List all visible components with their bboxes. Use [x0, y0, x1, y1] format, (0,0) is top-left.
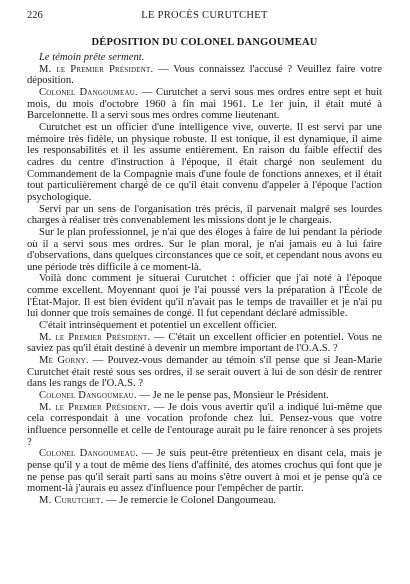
speaker-name: M. le Premier Président.: [39, 63, 154, 75]
paragraph: [27, 332, 382, 355]
paragraph: [27, 87, 382, 122]
speaker-name: M. Curutchet.: [39, 494, 104, 506]
paragraph-text: — Curutchet a servi sous mes ordres entre sept et huit mois, du mois d'octobre 1960 à fin mai 1961. Le 1er juin, il était muté à Barcelonnette. Il a servi sous mes ordres comme lieutenant.: [27, 86, 382, 122]
paragraph-text: Servi par un sens de l'organisation très précis, il parvenait malgré ses lourdes charges à réaliser très convenablement les missions dont je le chargeais.: [27, 203, 382, 227]
speaker-name: Colonel Dangoumeau.: [39, 390, 137, 402]
paragraph: [27, 64, 382, 87]
speaker-name: Colonel Dangoumeau.: [39, 86, 138, 98]
paragraph: [27, 402, 382, 449]
paragraph: [27, 320, 382, 332]
paragraph: [27, 122, 382, 204]
paragraph: [27, 52, 382, 64]
paragraph: [27, 495, 382, 507]
paragraph-text: Curutchet est un officier d'une intelligence vive, ouverte. Il est servi par une mémoire très fidèle, un physique robuste. Il est tonique, il est dynamique, il aime les responsabilités et il les assume entièrement. En raison du faible effectif des cadres du centre d'instruction à l'époque, il était chargé non seulement du Commandement de la Compagnie mais d'une foule de fonctions annexes, et il était tout particulièrement chargé de ce qu'il était convenu d'appeler à l'époque l'action psychologique.: [27, 121, 382, 203]
paragraph-text: — Je dois vous avertir qu'il a indiqué lui-même que cela correspondait à une vocation profonde chez lui. Pensez-vous que votre influence personnelle et celle de l'entourage aurait pu le faire renoncer à ses projets ?: [27, 401, 382, 448]
paragraph: [27, 390, 382, 402]
speaker-name: M. le Premier Président.: [39, 401, 151, 413]
paragraph: [27, 448, 382, 495]
section-title: DÉPOSITION DU COLONEL DANGOUMEAU: [91, 37, 318, 48]
speaker-name: Colonel Dangoumeau.: [39, 448, 139, 460]
speaker-name: Me Gorny.: [39, 355, 89, 367]
paragraph: [27, 355, 382, 390]
running-header: [27, 10, 382, 24]
paragraph-text: — Pouvez-vous demander au témoin s'il pense que si Jean-Marie Curutchet était resté sous ses ordres, il se serait ouvert à lui de son désir de rentrer dans les rangs de l'O.A.S. ?: [27, 355, 382, 390]
paragraph: [27, 227, 382, 274]
paragraph-text: Voilà donc comment je situerai Curutchet : officier que j'ai noté à l'époque comme excellent. Moyennant quoi je l'ai poussé vers la préparation à l'École de l'État-Major. Il est bien évident qu'il n'avait pas le temps de travailler et je n'ai pu lui donner que trois semaines de congé. Il fut cependant déclaré admissible.: [27, 273, 382, 320]
paragraph-text: — Je suis peut-être prétentieux en disant cela, mais je pense qu'il y a tout de même des liens d'affinité, des atomes crochus qui font que je ne pense pas qu'il serait parti sans au moins s'être ouvert à moi et je pense qu'à ce moment-là j'aurais eu assez d'influence pour l'empêcher de partir.: [27, 448, 382, 495]
testimony-text: [27, 52, 382, 507]
paragraph-text: — Je remercie le Colonel Dangoumeau.: [103, 494, 277, 506]
paragraph-text: — Je ne le pense pas, Monsieur le Président.: [136, 390, 329, 402]
paragraph-text: Sur le plan professionnel, je n'ai que des éloges à faire de lui pendant la période où il a servi sous mes ordres. Sur le plan moral, je n'ai jamais eu à lui faire d'observations, dans quelques circonstances que ce soit, et cependant nous avons eu une période très difficile à ce moment-là.: [27, 226, 382, 273]
running-title: LE PROCÈS CURUTCHET: [141, 10, 268, 21]
paragraph-text: — Vous connaissez l'accusé ? Veuillez faire votre déposition.: [27, 63, 382, 87]
paragraph-text: Le témoin prête serment.: [39, 52, 145, 63]
paragraph-text: C'était intrinsèquement et potentiel un excellent officier.: [39, 320, 277, 332]
speaker-name: M. le Premier Président.: [39, 331, 151, 343]
paragraph-text: — C'était un excellent officier en potentiel. Vous ne saviez pas qu'il était destiné à devenir un membre important de l'O.A.S. ?: [27, 331, 382, 355]
page-number: 226: [27, 10, 43, 21]
paragraph: [27, 204, 382, 227]
paragraph: [27, 273, 382, 320]
